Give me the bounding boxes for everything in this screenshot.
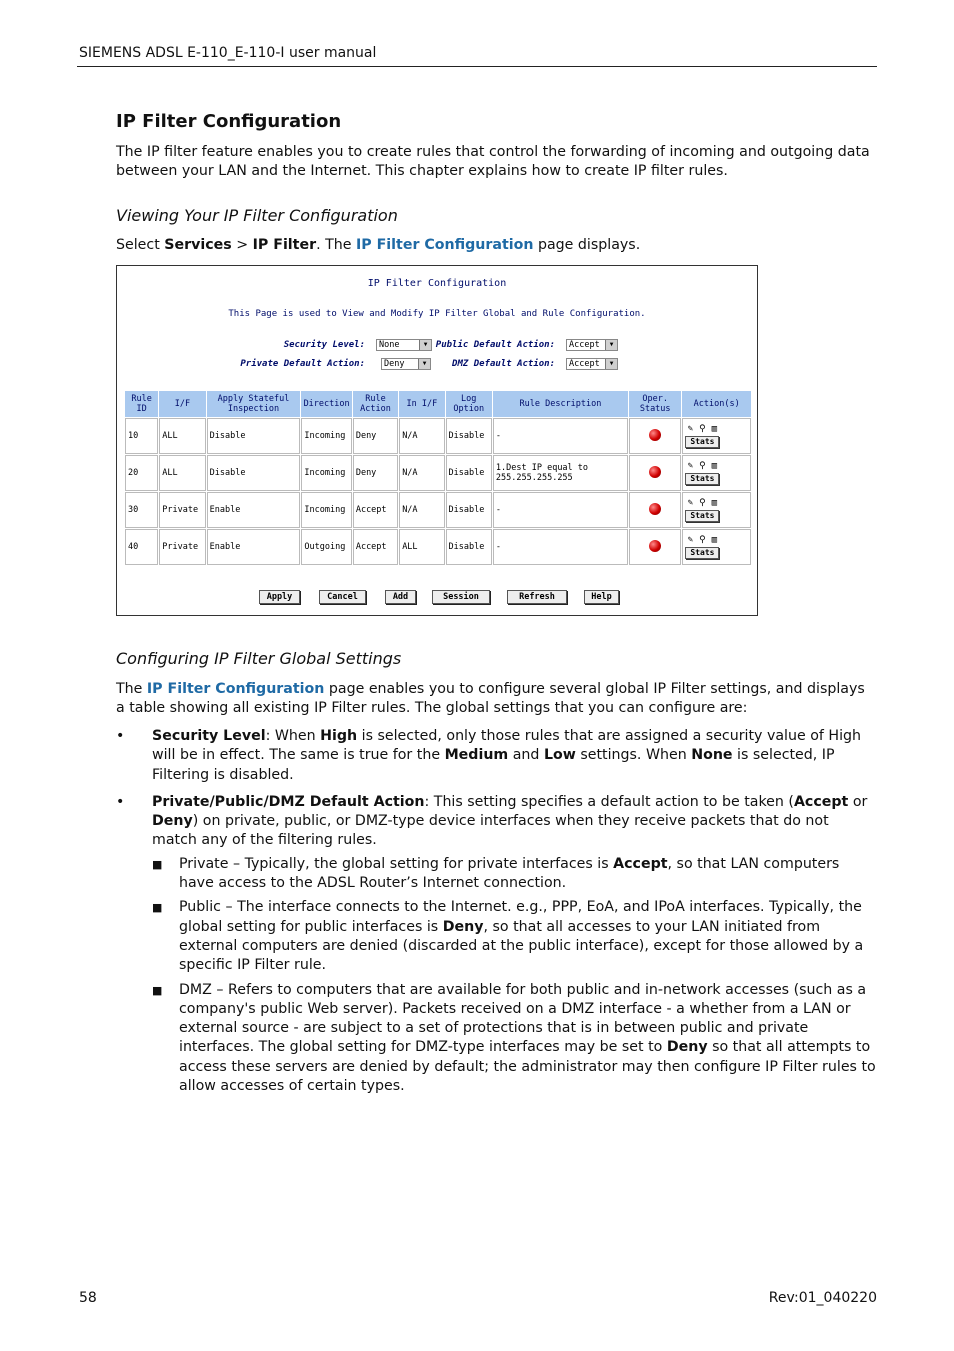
cell-stateful: Enable xyxy=(207,492,301,528)
status-led-icon xyxy=(649,503,661,515)
cell-direction: Outgoing xyxy=(301,529,351,565)
header-rule xyxy=(77,66,877,67)
cell-direction: Incoming xyxy=(301,492,351,528)
table-row xyxy=(125,455,751,491)
viewing-paragraph: Select Services > IP Filter. The IP Filter Configuration page displays. xyxy=(116,237,641,253)
cell-description: - xyxy=(493,529,628,565)
chevron-down-icon: ▼ xyxy=(418,359,430,369)
cell-description: - xyxy=(493,492,628,528)
column-header: Apply Stateful Inspection xyxy=(207,391,301,417)
column-header: Rule Action xyxy=(353,391,398,417)
delete-icon[interactable]: ▥ xyxy=(711,424,718,434)
global-heading: Configuring IP Filter Global Settings xyxy=(116,649,402,668)
dmz-default-select[interactable]: Accept ▼ xyxy=(566,358,618,370)
status-led-icon xyxy=(649,466,661,478)
column-header: In I/F xyxy=(399,391,444,417)
stats-button[interactable]: Stats xyxy=(685,436,719,448)
cell-stateful: Disable xyxy=(207,455,301,491)
bullet-icon: • xyxy=(116,793,125,810)
private-default-select[interactable]: Deny ▼ xyxy=(381,358,431,370)
cell-in-if: N/A xyxy=(399,492,444,528)
cell-rule-id: 10 xyxy=(125,418,158,454)
running-header: SIEMENS ADSL E-110_E-110-I user manual xyxy=(79,45,377,61)
column-header: Log Option xyxy=(446,391,492,417)
cell-oper-status xyxy=(629,418,681,454)
cell-in-if: ALL xyxy=(399,529,444,565)
ip-filter-config-link[interactable]: IP Filter Configuration xyxy=(146,681,325,697)
cell-rule-id: 20 xyxy=(125,455,158,491)
intro-paragraph: The IP filter feature enables you to create rules that control the forwarding of incoming and outgoing data between your LAN and the Internet. This chapter explains how to create IP filter rules. xyxy=(116,144,870,180)
cell-rule-id: 30 xyxy=(125,492,158,528)
cell-oper-status xyxy=(629,492,681,528)
status-led-icon xyxy=(649,540,661,552)
column-header: Rule Description xyxy=(493,391,628,417)
cell-log-option: Disable xyxy=(446,418,492,454)
public-default-label: Public Default Action: xyxy=(435,340,555,350)
viewing-heading: Viewing Your IP Filter Configuration xyxy=(116,206,398,225)
sub-list-item: ■ Public – The interface connects to the Internet. e.g., PPP, EoA, and IPoA interfaces. Typically, the global setting for public interfaces is Deny, so that all accesses to your LAN initiated from external computers are denied (discarded at the public interface), except for those allowed by a specific IP Filter rule. xyxy=(152,899,864,974)
column-header: Oper. Status xyxy=(629,391,681,417)
edit-icon[interactable]: ✎ xyxy=(687,424,694,434)
cell-rule-action: Deny xyxy=(353,418,398,454)
refresh-button[interactable]: Refresh xyxy=(507,590,567,604)
cell-description: 1.Dest IP equal to 255.255.255.255 xyxy=(493,455,628,491)
cell-log-option: Disable xyxy=(446,455,492,491)
column-header: I/F xyxy=(159,391,205,417)
cell-actions xyxy=(682,418,751,454)
delete-icon[interactable]: ▥ xyxy=(711,535,718,545)
table-row xyxy=(125,418,751,454)
cell-description: - xyxy=(493,418,628,454)
list-item: • Private/Public/DMZ Default Action: This setting specifies a default action to be taken (Accept or Deny) on private, public, or DMZ-type device interfaces when they receive packets that do not match any of the filtering rules. xyxy=(116,793,868,849)
edit-icon[interactable]: ✎ xyxy=(687,461,694,471)
square-bullet-icon: ■ xyxy=(152,901,163,915)
column-header: Direction xyxy=(301,391,351,417)
cancel-button[interactable]: Cancel xyxy=(319,590,366,604)
search-icon[interactable]: ⚲ xyxy=(699,461,706,471)
table-row xyxy=(125,529,751,565)
cell-direction: Incoming xyxy=(301,418,351,454)
cell-actions xyxy=(682,529,751,565)
stats-button[interactable]: Stats xyxy=(685,510,719,522)
settings-list xyxy=(116,727,876,1101)
delete-icon[interactable]: ▥ xyxy=(711,461,718,471)
cell-rule-id: 40 xyxy=(125,529,158,565)
cell-log-option: Disable xyxy=(446,529,492,565)
delete-icon[interactable]: ▥ xyxy=(711,498,718,508)
private-default-label: Private Default Action: xyxy=(240,359,365,369)
sub-list-item: ■ DMZ – Refers to computers that are available for both public and in-network accesses (such as a company's public Web server). Packets received on a DMZ interface - a whether from a LAN or external source - are subject to a set of protections that is in between public and private interfaces. The global setting for DMZ-type interfaces may be set to Deny so that all attempts to access these servers are denied by default; the administrator may then configure IP Filter rules to allow accesses of certain types. xyxy=(152,981,876,1095)
square-bullet-icon: ■ xyxy=(152,983,163,997)
security-level-label: Security Level: xyxy=(283,340,365,350)
cell-interface: Private xyxy=(159,492,205,528)
cell-oper-status xyxy=(629,529,681,565)
table-header-row xyxy=(125,391,751,417)
cell-rule-action: Accept xyxy=(353,492,398,528)
cell-rule-action: Deny xyxy=(353,455,398,491)
cell-rule-action: Accept xyxy=(353,529,398,565)
cell-log-option: Disable xyxy=(446,492,492,528)
ip-filter-screenshot xyxy=(116,265,758,616)
stats-button[interactable]: Stats xyxy=(685,473,719,485)
chevron-down-icon: ▼ xyxy=(419,340,431,350)
chevron-down-icon: ▼ xyxy=(605,359,617,369)
edit-icon[interactable]: ✎ xyxy=(687,535,694,545)
section-title: IP Filter Configuration xyxy=(116,111,342,132)
bullet-icon: • xyxy=(116,728,125,744)
status-led-icon xyxy=(649,429,661,441)
cell-stateful: Disable xyxy=(207,418,301,454)
apply-button[interactable]: Apply xyxy=(259,590,300,604)
search-icon[interactable]: ⚲ xyxy=(699,424,706,434)
screenshot-description: This Page is used to View and Modify IP Filter Global and Rule Configuration. xyxy=(228,309,646,319)
cell-in-if: N/A xyxy=(399,455,444,491)
search-icon[interactable]: ⚲ xyxy=(699,535,706,545)
rules-table xyxy=(124,390,752,566)
table-row xyxy=(125,492,751,528)
chevron-down-icon: ▼ xyxy=(605,340,617,350)
screenshot-title: IP Filter Configuration xyxy=(367,278,507,289)
cell-stateful: Enable xyxy=(207,529,301,565)
column-header: Action(s) xyxy=(682,391,751,417)
search-icon[interactable]: ⚲ xyxy=(699,498,706,508)
list-item: • Security Level: When High is selected, only those rules that are assigned a security value of High will be in effect. The same is true for the Medium and Low settings. When None is selected, IP Filtering is disabled. xyxy=(116,728,862,783)
cell-interface: Private xyxy=(159,529,205,565)
page-number: 58 xyxy=(79,1290,97,1306)
security-level-select[interactable]: None ▼ xyxy=(376,339,432,351)
ip-filter-config-link[interactable]: IP Filter Configuration xyxy=(356,237,534,253)
square-bullet-icon: ■ xyxy=(152,857,163,871)
cell-direction: Incoming xyxy=(301,455,351,491)
add-button[interactable]: Add xyxy=(385,590,416,604)
session-button[interactable]: Session xyxy=(432,590,490,604)
dmz-default-label: DMZ Default Action: xyxy=(452,359,555,369)
cell-interface: ALL xyxy=(159,418,205,454)
cell-interface: ALL xyxy=(159,455,205,491)
cell-in-if: N/A xyxy=(399,418,444,454)
public-default-select[interactable]: Accept ▼ xyxy=(566,339,618,351)
sub-list-item: ■ Private – Typically, the global setting for private interfaces is Accept, so that LAN computers have access to the ADSL Router’s Internet connection. xyxy=(152,855,840,892)
cell-actions xyxy=(682,455,751,491)
cell-actions xyxy=(682,492,751,528)
edit-icon[interactable]: ✎ xyxy=(687,498,694,508)
revision-label: Rev:01_040220 xyxy=(768,1290,877,1306)
column-header: Rule ID xyxy=(125,391,158,417)
help-button[interactable]: Help xyxy=(584,590,619,604)
cell-oper-status xyxy=(629,455,681,491)
stats-button[interactable]: Stats xyxy=(685,547,719,559)
global-paragraph: The IP Filter Configuration page enables you to configure several global IP Filter settings, and displays a table showing all existing IP Filter rules. The global settings that you can configure are: xyxy=(116,681,865,717)
